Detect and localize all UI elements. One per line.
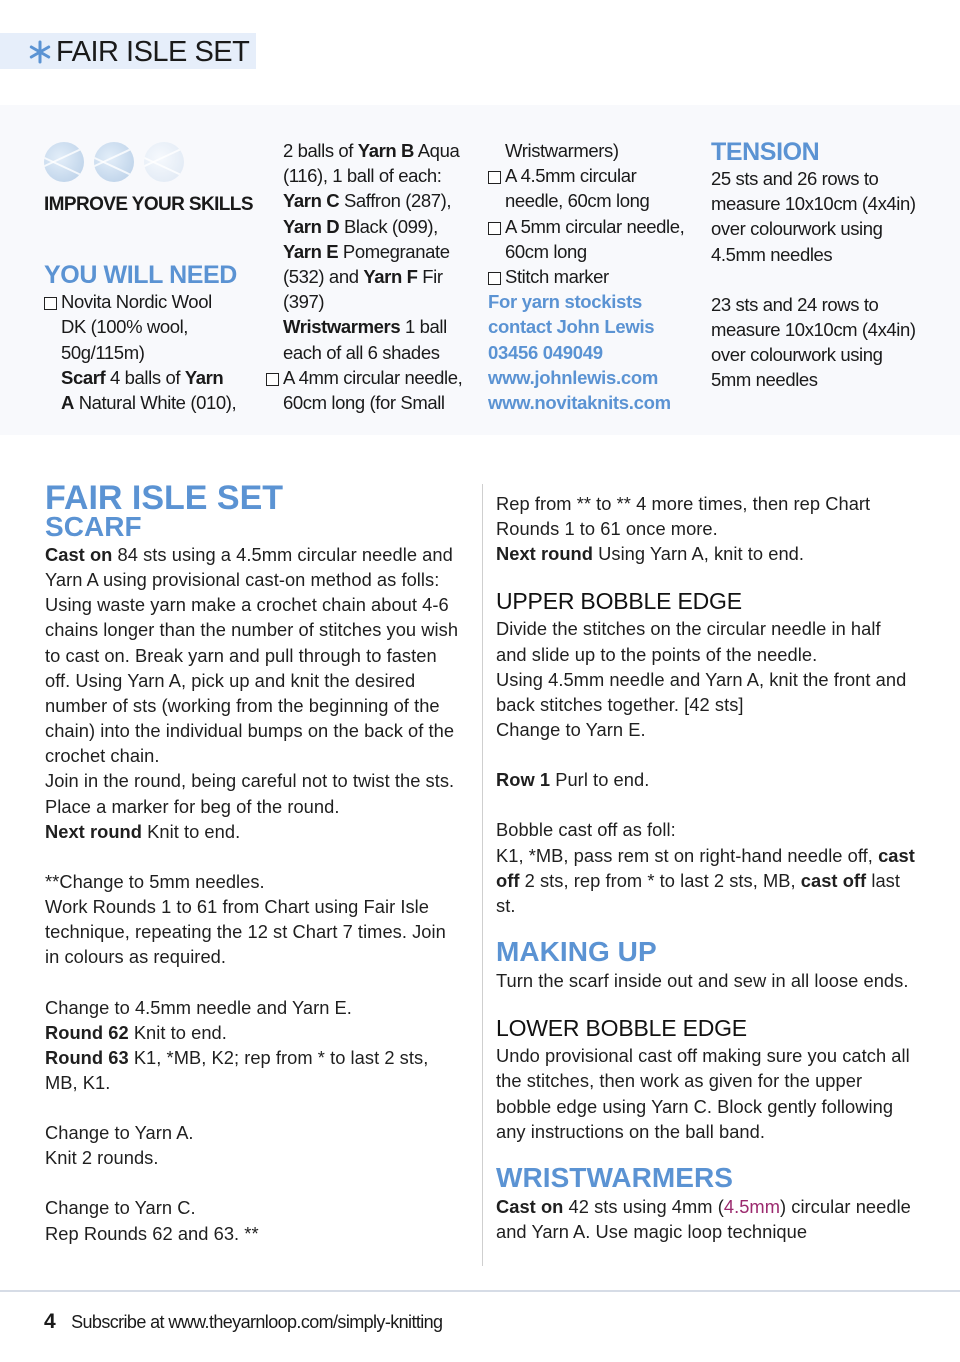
stockists-line: For yarn stockists <box>488 291 642 313</box>
pattern-left-column: FAIR ISLE SET SCARF Cast on 84 sts using a 4.5mm circular needle and Yarn A using provisional cast-on method as folls: Using waste yarn make a crochet chain about 4-6 chains longer than the number of stitches you wish to cast on. Break yarn and pull through to fasten off. Using Yarn A, pick up and knit the desired number of sts (working from the beginning of the chain) into the individual bumps on the back of the crochet chain. Join in the round, being careful not to twist the sts. Place a marker for beg of the round. Next round Knit to end. **Change to 5mm needles. Work Rounds 1 to 61 from Chart using Fair Isle technique, repeating the 12 st Chart 7 times. Join in colours as required. Change to 4.5mm needle and Yarn E. Round 62 Knit to end. Round 63 K1, *MB, K2; rep from * to last 2 sts, MB, K1. Change to Yarn A. Knit 2 rounds. Change to Yarn C. Rep Rounds 62 and 63. ** <box>45 482 465 1246</box>
stockists-phone[interactable]: 03456 049049 <box>488 341 603 363</box>
checkbox-icon[interactable] <box>44 297 57 310</box>
snowflake-icon <box>28 40 52 64</box>
stitch-marker-item: Stitch marker <box>488 264 703 289</box>
join-paragraph: Join in the round, being careful not to twist the sts. Place a marker for beg of the round. <box>45 770 455 817</box>
checkbox-icon[interactable] <box>266 373 279 386</box>
upper-bobble-heading: UPPER BOBBLE EDGE <box>496 588 742 615</box>
waste-yarn-paragraph: Using waste yarn make a crochet chain about 4-6 chains longer than the number of stitches you wish to cast on. Break yarn and pull through to fasten off. Using Yarn A, pick up and knit the desired number of sts (working from the beginning of the chain) into the individual bumps on the back of the crochet chain. <box>45 594 459 767</box>
johnlewis-link[interactable]: www.johnlewis.com <box>488 366 658 388</box>
pattern-title: FAIR ISLE SET <box>45 479 284 517</box>
header-title: FAIR ISLE SET <box>56 35 250 68</box>
yarn-ball-icon <box>44 142 84 182</box>
info-column-2: 2 balls of Yarn B Aqua (116), 1 ball of each: Yarn C Saffron (287), Yarn D Black (099), Yarn E Pomegranate (532) and Yarn F Fir (397) Wristwarmers 1 ball each of all 6 shades A 4mm circular needle, 60cm long (for Small <box>266 138 476 415</box>
page-header <box>28 35 249 69</box>
footer-divider <box>0 1290 960 1292</box>
page-number: 4 <box>44 1310 56 1333</box>
pattern-right-column: Rep from ** to ** 4 more times, then rep Chart Rounds 1 to 61 once more. Next round Using Yarn A, knit to end. UPPER BOBBLE EDGE Divide the stitches on the circular needle in half and slide up to the points of the needle. Using 4.5mm needle and Yarn A, knit the front and back stitches together. [42 sts] Change to Yarn E. Row 1 Purl to end. Bobble cast off as foll: K1, *MB, pass rem st on right-hand needle off, cast off 2 sts, rep from * to last 2 sts, MB, cast off last st. MAKING UP Turn the scarf inside out and sew in all loose ends. LOWER BOBBLE EDGE Undo provisional cast off making sure you catch all the stitches, then work as given for the upper bobble edge using Yarn C. Block gently following any instructions on the ball band. WRISTWARMERS Cast on 42 sts using 4mm (4.5mm) circular needle and Yarn A. Use magic loop technique <box>496 493 915 1242</box>
wristwarmers-heading: WRISTWARMERS <box>496 1161 734 1193</box>
yarn-ball-icon <box>94 142 134 182</box>
info-column-3: Wristwarmers) A 4.5mm circular needle, 60cm long A 5mm circular needle, 60cm long Stitch marker For yarn stockists contact John Lewis 03456 049049 www.johnlewis.com www.novitaknits.com <box>488 138 703 415</box>
needle-4mm-item: A 4mm circular needle, 60cm long (for Small <box>266 365 476 415</box>
scarf-heading: SCARF <box>45 511 142 542</box>
checkbox-icon[interactable] <box>488 171 501 184</box>
info-column-1 <box>44 138 264 415</box>
checkbox-icon[interactable] <box>488 222 501 235</box>
making-up-heading: MAKING UP <box>496 936 657 968</box>
stockists-line: contact John Lewis <box>488 316 655 338</box>
skill-rating <box>44 142 264 184</box>
needle-5mm-item: A 5mm circular needle, 60cm long <box>488 214 703 264</box>
you-will-need-heading: YOU WILL NEED <box>44 261 237 290</box>
lower-bobble-heading: LOWER BOBBLE EDGE <box>496 1015 747 1042</box>
checkbox-icon[interactable] <box>488 272 501 285</box>
skill-label: IMPROVE YOUR SKILLS <box>44 194 253 215</box>
yarn-list-item: Novita Nordic Wool DK (100% wool, 50g/115m) Scarf 4 balls of Yarn A Natural White (010), <box>44 289 264 415</box>
footer <box>44 1310 442 1334</box>
novita-link[interactable]: www.novitaknits.com <box>488 392 671 414</box>
column-divider <box>482 484 483 1266</box>
cast-on-paragraph: Cast on 84 sts using a 4.5mm circular needle and Yarn A using provisional cast-on method as folls: <box>45 544 453 591</box>
needle-4-5mm-item: A 4.5mm circular needle, 60cm long <box>488 163 703 213</box>
yarn-ball-empty-icon <box>144 142 184 182</box>
size-alt: 4.5mm <box>723 1195 780 1217</box>
tension-heading: TENSION <box>711 138 820 166</box>
info-column-4: TENSION 25 sts and 26 rows to measure 10x10cm (4x4in) over colourwork using 4.5mm needles 23 sts and 24 rows to measure 10x10cm (4x4in) over colourwork using 5mm needles <box>711 138 951 393</box>
subscribe-link[interactable]: Subscribe at www.theyarnloop.com/simply-knitting <box>71 1311 443 1332</box>
